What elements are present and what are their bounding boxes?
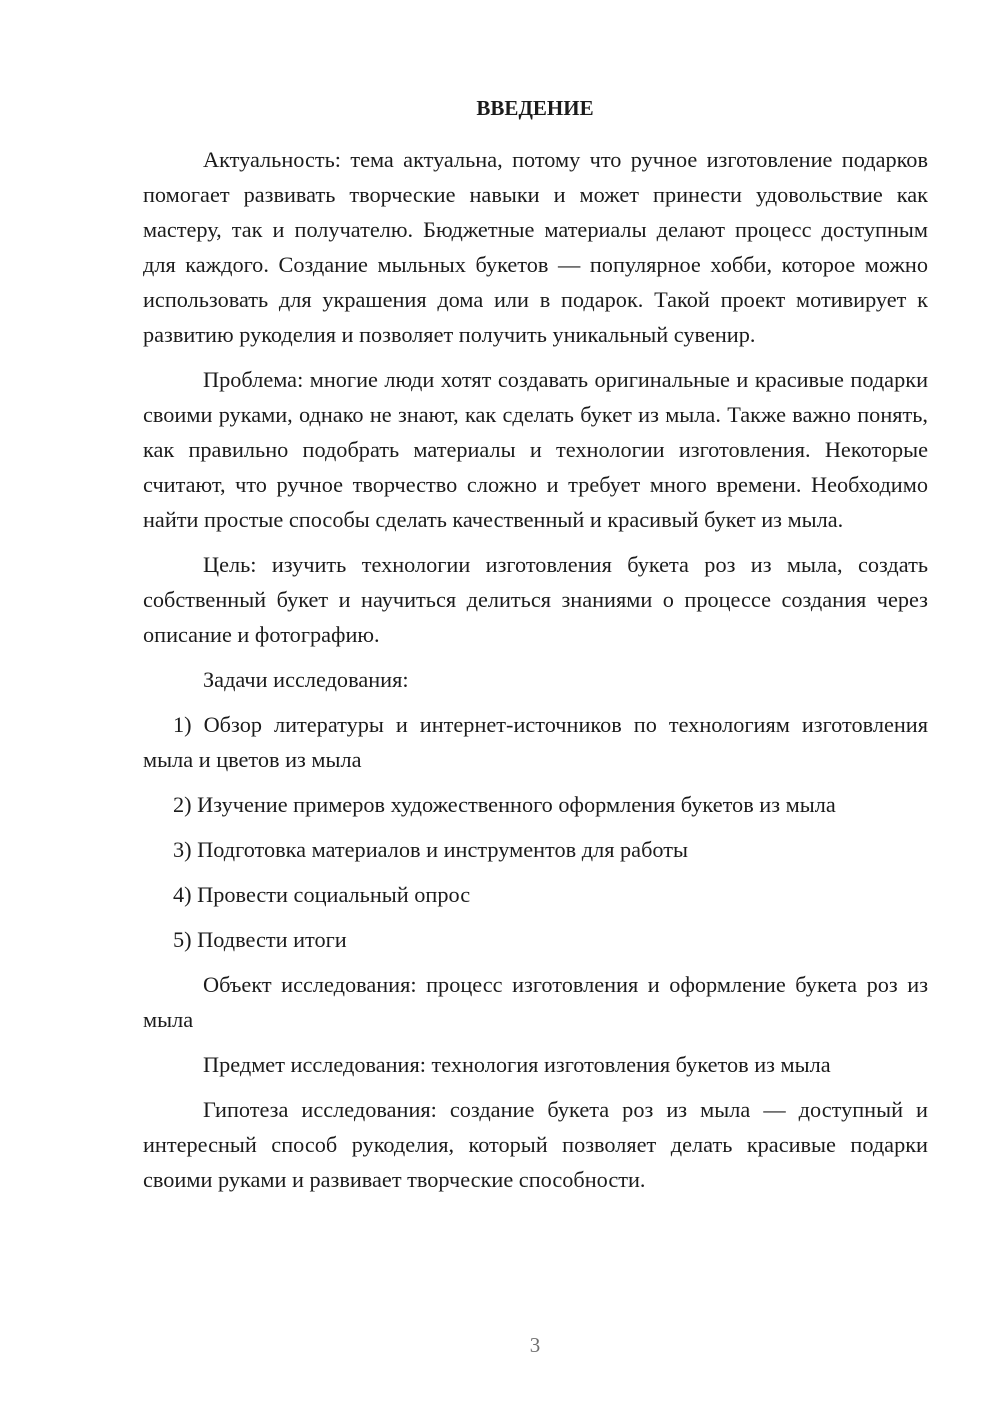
page-number: 3 (529, 1333, 541, 1357)
task-item: 5) Подвести итоги (173, 927, 347, 952)
task-item: 2) Изучение примеров художественного оформления букетов из мыла (173, 792, 836, 817)
body-text (143, 142, 928, 1207)
section-heading: ВВЕДЕНИЕ (476, 96, 594, 120)
subject-paragraph: Предмет исследования: технология изготовления букетов из мыла (203, 1052, 831, 1077)
task-item: 1) Обзор литературы и интернет-источников по технологиям изготовления мыла и цветов из мыла (143, 712, 928, 772)
task-item: 3) Подготовка материалов и инструментов для работы (173, 837, 689, 862)
hypothesis-paragraph: Гипотеза исследования: создание букета роз из мыла — доступный и интересный способ рукоделия, который позволяет делать красивые подарки своими руками и развивает творческие способности. (143, 1097, 928, 1192)
relevance-paragraph: Актуальность: тема актуальна, потому что ручное изготовление подарков помогает развивать творческие навыки и может принести удовольствие как мастеру, так и получателю. Бюджетные материалы делают процесс доступным для каждого. Создание мыльных букетов — популярное хобби, которое можно использовать для украшения дома или в подарок. Такой проект мотивирует к развитию рукоделия и позволяет получить уникальный сувенир. (143, 147, 928, 347)
task-item: 4) Провести социальный опрос (173, 882, 471, 907)
problem-paragraph: Проблема: многие люди хотят создавать оригинальные и красивые подарки своими руками, однако не знают, как сделать букет из мыла. Также важно понять, как правильно подобрать материалы и технологии изготовления. Некоторые считают, что ручное творчество сложно и требует много времени. Необходимо найти простые способы сделать качественный и красивый букет из мыла. (143, 367, 928, 532)
object-paragraph: Объект исследования: процесс изготовления и оформление букета роз из мыла (143, 972, 928, 1032)
goal-paragraph: Цель: изучить технологии изготовления букета роз из мыла, создать собственный букет и научиться делиться знаниями о процессе создания через описание и фотографию. (143, 552, 928, 647)
tasks-intro: Задачи исследования: (203, 667, 409, 692)
